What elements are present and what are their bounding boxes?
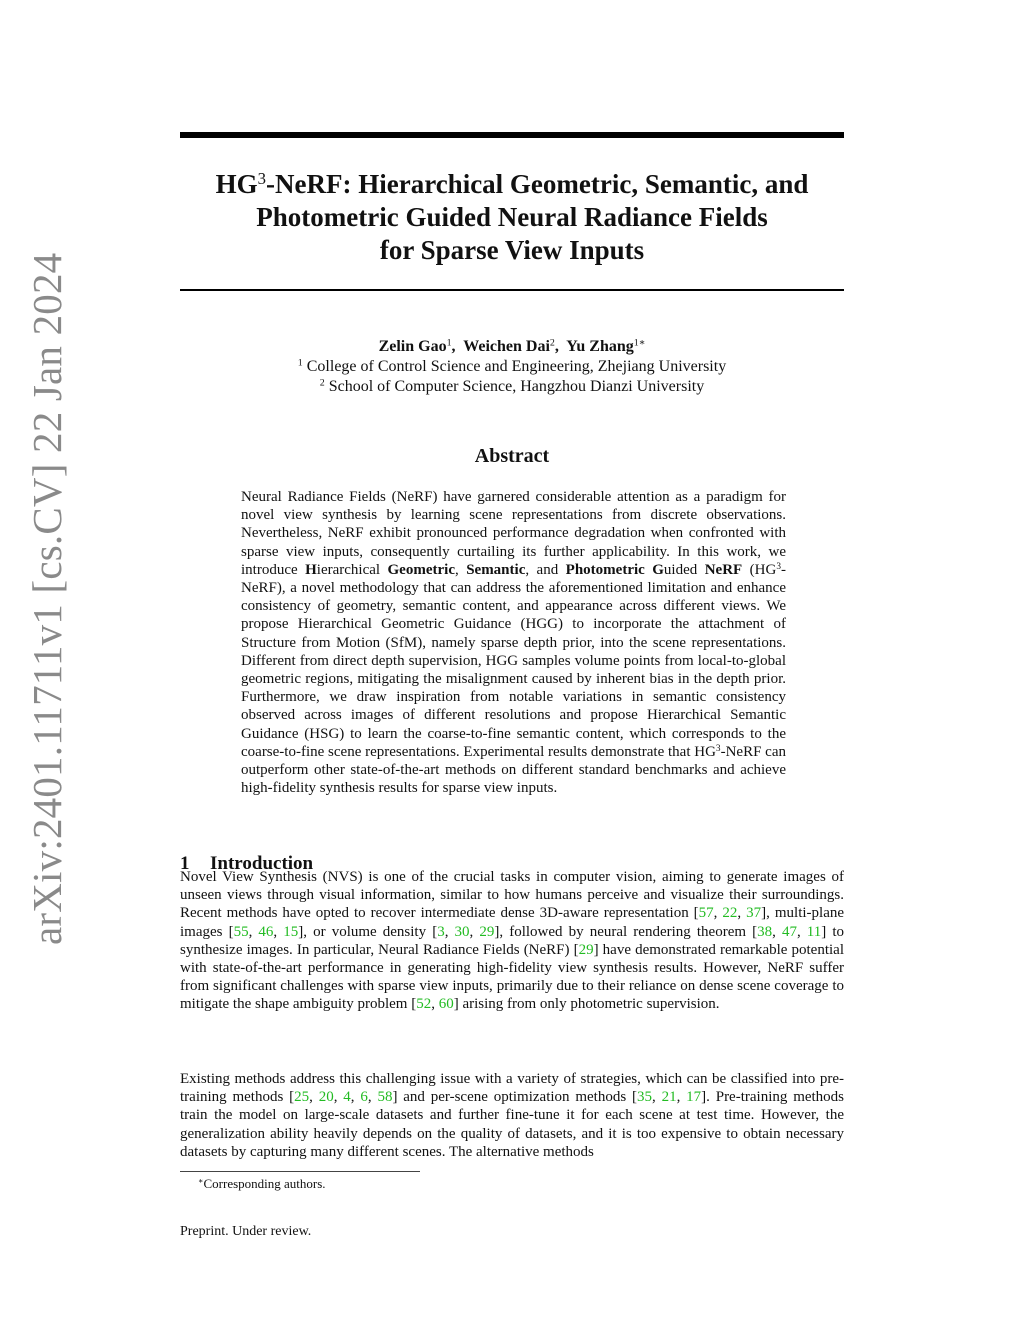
citation-link[interactable]: 20 — [318, 1089, 334, 1106]
abstract-body: Neural Radiance Fields (NeRF) have garnered considerable attention as a paradigm for novel view synthesis by learning scene representations from discrete observations. Nevertheless, NeRF exhibit pronounced performance degradation when confronted with sparse view inputs, consequently curtailing its further applicability. In this work, we introduce Hierarchical Geometric, Semantic, and Photometric Guided NeRF $(HG^3-NeRF)$, a novel methodology that can address the aforementioned limitation and enhance consistency of geometry, semantic content, and appearance across different views. We propose Hierarchical Geometric Guidance (HGG) to incorporate the attachment of Structure from Motion (SfM), namely sparse depth prior, into the scene representations. Different from direct depth supervision, HGG samples volume points from local-to-global geometric regions, mitigating the misalignment caused by inherent bias in the depth prior. Furthermore, we draw inspiration from notable variations in semantic consistency observed across images of different resolutions and propose Hierarchical Semantic Guidance (HSG) to learn the coarse-to-fine semantic content, which corresponds to the coarse-to-fine scene representations. Experimental results demonstrate that $HG^3$-NeRF can outperform other state-of-the-art methods on different standard benchmarks and achieve high-fidelity synthesis results for sparse view inputs. — [241, 489, 786, 797]
citation-link[interactable]: 11 — [806, 923, 822, 940]
citation-link[interactable]: 60 — [438, 996, 454, 1013]
author: Yu Zhang — [566, 338, 634, 355]
section-heading-introduction: 1 Introduction — [180, 853, 314, 874]
citation-link[interactable]: 58 — [377, 1089, 393, 1106]
author: Zelin Gao — [378, 338, 447, 355]
footnote-rule — [180, 1171, 420, 1172]
affiliation: $^1$ College of Control Science and Engineering, Zhejiang University — [297, 357, 727, 375]
author: Weichen Dai — [463, 338, 550, 355]
arxiv-watermark: arXiv:2401.11711v1 [cs.CV] 22 Jan 2024 — [24, 252, 70, 945]
title-line-1: $HG^3$-NeRF: Hierarchical Geometric, Semantic, and — [215, 168, 809, 199]
citation-link[interactable]: 57 — [698, 905, 714, 922]
citation-link[interactable]: 22 — [722, 905, 738, 922]
citation-link[interactable]: 37 — [746, 905, 762, 922]
citation-link[interactable]: 3 — [437, 923, 445, 940]
citation-link[interactable]: 29 — [479, 923, 495, 940]
citation-link[interactable]: 17 — [686, 1089, 702, 1106]
citation-link[interactable]: 47 — [781, 923, 797, 940]
intro-paragraph-2: Existing methods address this challenging issue with a variety of strategies, which can be classified into pre-training methods [25, 20, 4, 6, 58] and per-scene optimization methods [35, 21, 17]. Pre-training methods train the model on large-scale datasets and further fine-tune it for each scene at test time. However, the generalization ability heavily depends on the quality of datasets, and it is too expensive to obtain necessary datasets by capturing many different scenes. The alternative methods — [180, 1071, 845, 1160]
paper-title — [180, 168, 844, 267]
intro-paragraph-1: Novel View Synthesis (NVS) is one of the crucial tasks in computer vision, aiming to generate images of unseen views through visual information, similar to how humans perceive and visualize their surroundings. Recent methods have opted to recover intermediate dense 3D-aware representation [57, 22, 37], multi-plane images [55, 46, 15], or volume density [3, 30, 29], followed by neural rendering theorem [38, 47, 11] to synthesize images. In particular, Neural Radiance Fields (NeRF) [29] have demonstrated remarkable potential with state-of-the-art performance in generating high-fidelity view synthesis results. However, NeRF suffer from significant challenges with sparse view inputs, primarily due to their reliance on dense scene coverage to mitigate the shape ambiguity problem [52, 60] arising from only photometric supervision. — [180, 869, 845, 1013]
abstract-heading: Abstract — [474, 445, 550, 467]
citation-link[interactable]: 46 — [258, 923, 274, 940]
citation-link[interactable]: 29 — [578, 941, 594, 958]
author-names: Zelin Gao$^1$, Weichen Dai$^2$, Yu Zhang$^{1∗}$ — [378, 337, 646, 355]
title-line-3: for Sparse View Inputs — [379, 235, 645, 265]
citation-link[interactable]: 35 — [637, 1089, 652, 1106]
citation-link[interactable]: 25 — [294, 1089, 310, 1106]
citation-link[interactable]: 6 — [360, 1089, 368, 1106]
title-bottom-rule — [180, 289, 844, 291]
citation-link[interactable]: 55 — [233, 923, 249, 940]
author-block — [180, 337, 844, 397]
affiliation: $^2$ School of Computer Science, Hangzhou Dianzi University — [319, 377, 705, 395]
page-footer: Preprint. Under review. — [180, 1224, 312, 1239]
citation-link[interactable]: 30 — [454, 923, 470, 940]
title-top-rule — [180, 132, 844, 138]
citation-link[interactable]: 52 — [416, 996, 432, 1013]
citation-link[interactable]: 38 — [757, 923, 773, 940]
citation-link[interactable]: 15 — [283, 923, 299, 940]
citation-link[interactable]: 21 — [661, 1089, 677, 1106]
footnote: ∗Corresponding authors. — [198, 1176, 326, 1191]
title-line-2: Photometric Guided Neural Radiance Fields — [256, 202, 768, 232]
citation-link[interactable]: 4 — [343, 1089, 351, 1106]
